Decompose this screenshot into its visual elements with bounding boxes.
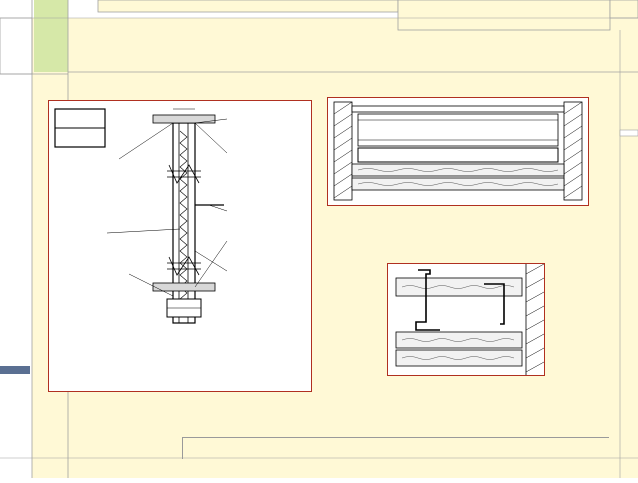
wall-section-drawing: [48, 100, 312, 392]
wall-section: [107, 109, 227, 323]
detail-section-horizontal: [327, 97, 589, 206]
detail-stud-corner: [387, 263, 545, 376]
wall-tag: [55, 109, 105, 147]
slide-footer: [182, 437, 609, 459]
